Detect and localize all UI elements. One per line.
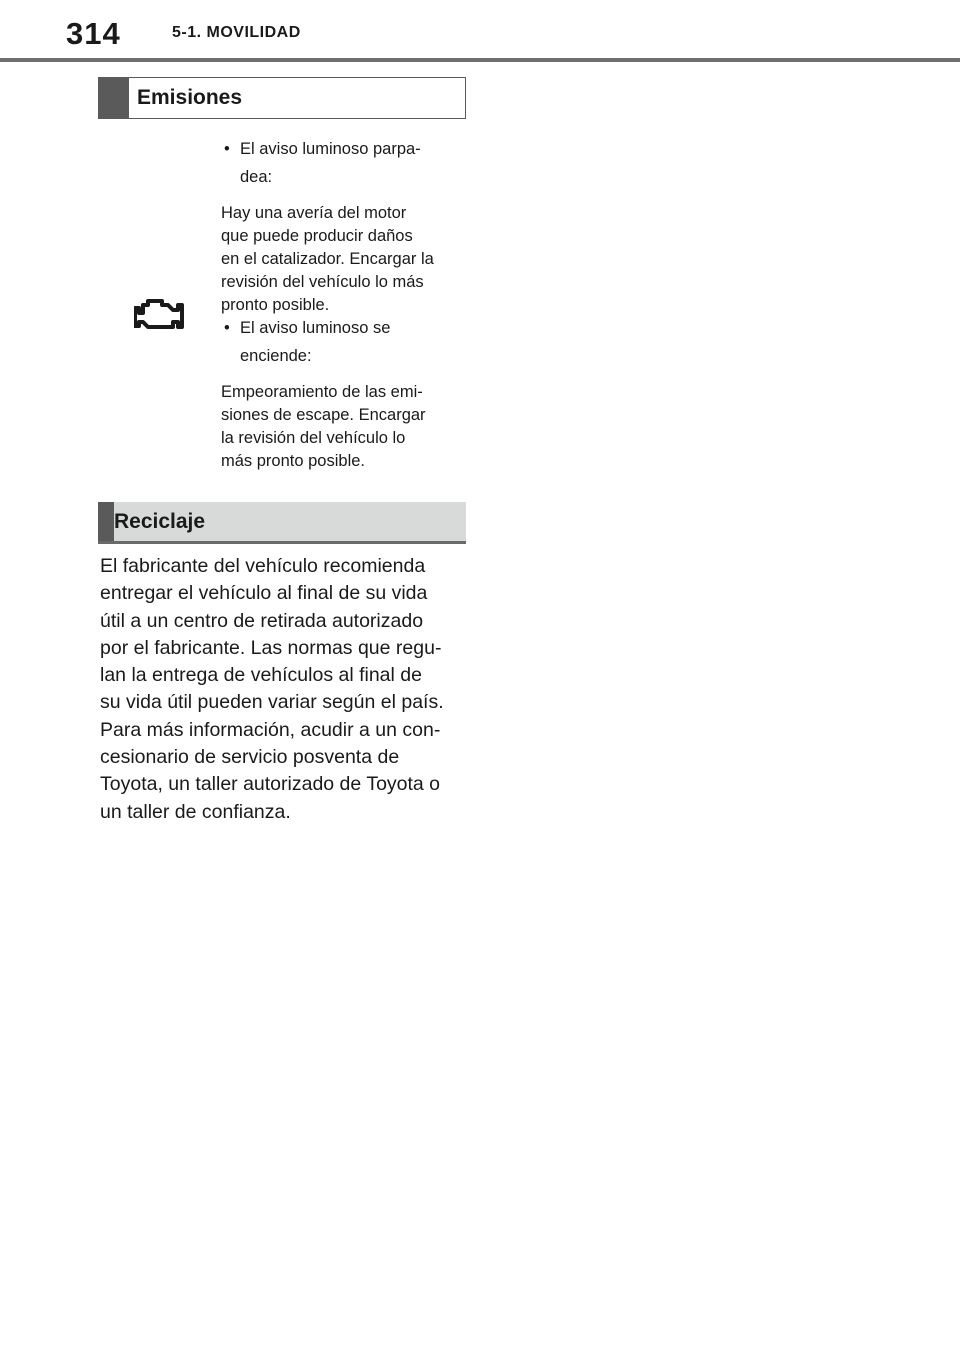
section-title-reciclaje: Reciclaje [114,509,206,533]
bullet-text: El aviso luminoso se [240,319,391,337]
emisiones-description [221,138,461,473]
chapter-title: 5-1. MOVILIDAD [172,24,301,41]
engine-check-icon [134,295,184,333]
text-line: El fabricante del vehículo recomienda [100,555,426,577]
reciclaje-body [100,553,470,826]
text-line: cesionario de servicio posventa de [100,746,400,769]
bullet-text-cont: enciende: [240,347,312,365]
text-line: en el catalizador. Encargar la [221,250,434,268]
section-marker [98,502,114,541]
bullet-text-cont: dea: [240,168,273,186]
header-rule [0,58,960,62]
text-line: más pronto posible. [221,452,365,470]
bullet-text: El aviso luminoso parpa- [240,140,421,158]
text-line: su vida útil pueden variar según el país. [100,691,444,714]
emisiones-para-1 [221,202,461,317]
text-line: que puede producir daños [221,227,413,245]
text-line: Toyota, un taller autorizado de Toyota o [100,773,441,796]
text-line: un taller de confianza. [100,800,291,823]
text-line: por el fabricante. Las normas que regu- [100,636,442,659]
text-line: Para más información, acudir a un con- [100,718,441,741]
section-title-emisiones: Emisiones [137,86,243,109]
text-line: útil a un centro de retirada autorizado [100,609,424,632]
text-line: entregar el vehículo al final de su vida [100,582,428,605]
text-line: Hay una avería del motor [221,204,407,222]
text-line: lan la entrega de vehículos al final de [100,664,422,687]
list-item [221,317,461,373]
text-line: revisión del vehículo lo más [221,273,424,291]
text-line: Empeoramiento de las emi- [221,383,423,401]
text-line: pronto posible. [221,296,330,314]
list-item [221,138,461,194]
text-line: la revisión del vehículo lo [221,429,406,447]
section-header-reciclaje [98,502,466,544]
emisiones-para-2 [221,381,461,473]
section-header-emisiones [98,77,466,119]
text-line: siones de escape. Encargar [221,406,426,424]
section-marker [99,78,129,118]
page-number: 314 [66,16,121,51]
